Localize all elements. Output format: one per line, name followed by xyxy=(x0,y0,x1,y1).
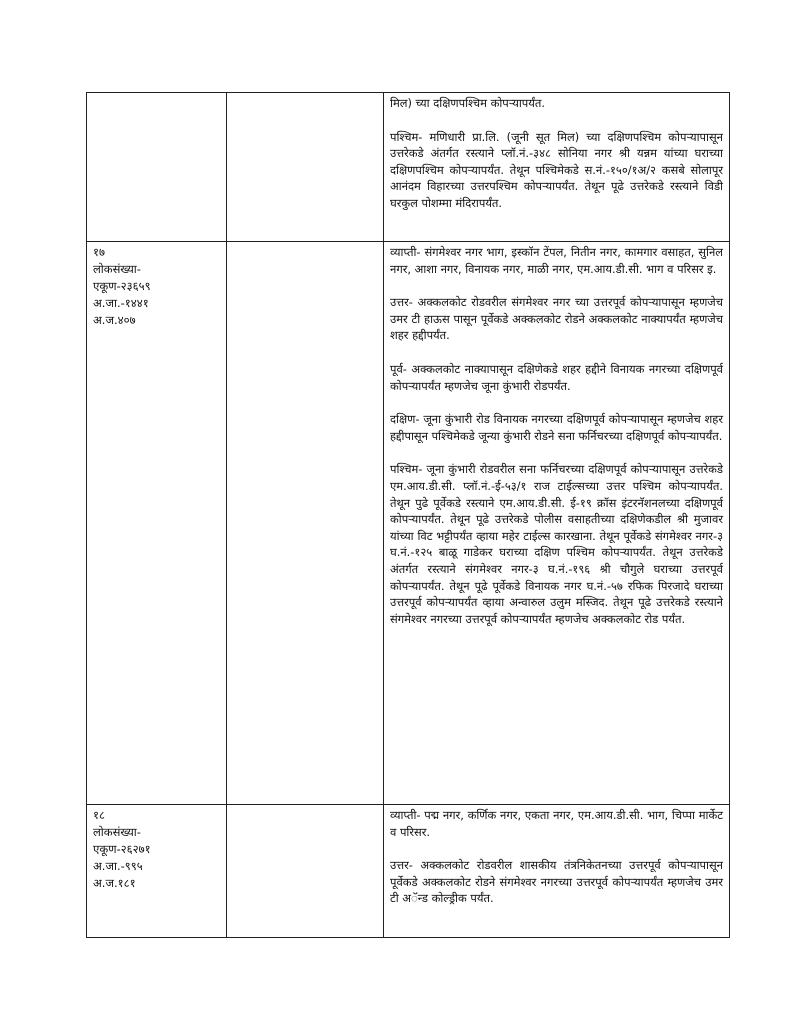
table-row xyxy=(87,242,730,805)
blank-cell xyxy=(227,93,384,242)
boundary-paragraph: व्याप्ती- संगमेश्वर नगर भाग, इस्कॉन टेंपल, नितीन नगर, कामगार वसाहत, सुनिल नगर, आशा नगर, विनायक नगर, माळी नगर, एम.आय.डी.सी. भाग व परिसर इ. xyxy=(390,245,723,276)
blank-cell xyxy=(227,805,384,938)
boundary-paragraph: उत्तर- अक्कलकोट रोडवरील शासकीय तंत्रनिकेतनच्या उत्तरपूर्व कोपऱ्यापासून पूर्वेकडे अक्कलकोट रोडने संगमेश्वर नगरच्या उत्तरपूर्व कोपऱ्यापर्यंत म्हणजेच उमर टी अॅन्ड कोल्ड्रीक पर्यंत. xyxy=(390,858,723,906)
ward-info-cell xyxy=(87,805,227,938)
table-row xyxy=(87,805,730,938)
ward-info-cell xyxy=(87,93,227,242)
population-sc: अ.जा.-९९५ xyxy=(93,859,143,873)
boundary-paragraph: पूर्व- अक्कलकोट नाक्यापासून दक्षिणेकडे शहर हद्दीने विनायक नगरच्या दक्षिणपूर्व कोपऱ्यापर्यंत म्हणजेच जूना कुंभारी रोडपर्यंत. xyxy=(390,361,723,393)
boundary-cell xyxy=(384,93,730,242)
table-row xyxy=(87,93,730,242)
ward-number: १७ xyxy=(93,245,105,259)
population-total: एकूण-२६२७१ xyxy=(93,842,151,856)
boundary-paragraph: पश्चिम- मणिधारी प्रा.लि. (जूनी सूत मिल) च्या दक्षिणपश्चिम कोपऱ्यापासून उत्तरेकडे अंतर्गत रस्त्याने प्लॉ.नं.-३४८ सोनिया नगर श्री यन्नम यांच्या घराच्या दक्षिणपश्चिम कोपऱ्यापर्यंत. तेथून पश्चिमेकडे स.नं.-१५०/१अ/२ कसबे सोलापूर आनंदम विहारच्या उत्तरपश्चिम कोपऱ्यापर्यंत. तेथून पूढे उत्तरेकडे रस्त्याने विडी घरकुल पोशम्मा मंदिरापर्यंत. xyxy=(390,129,723,210)
population-st: अ.ज.१८१ xyxy=(93,876,136,890)
ward-info-cell xyxy=(87,242,227,805)
boundary-cell xyxy=(384,242,730,805)
boundary-paragraph: दक्षिण- जूना कुंभारी रोड विनायक नगरच्या दक्षिणपूर्व कोपऱ्यापासून म्हणजेच शहर हद्दीपासून पश्चिमेकडे जून्या कुंभारी रोडने सना फर्निचरच्या दक्षिणपूर्व कोपऱ्यापर्यंत. xyxy=(390,412,723,443)
population-sc: अ.जा.-१४४१ xyxy=(93,296,149,310)
population-st: अ.ज.४०७ xyxy=(93,313,136,327)
population-label: लोकसंख्या- xyxy=(93,825,141,839)
population-total: एकूण-२३६५९ xyxy=(93,279,151,293)
boundary-paragraph: मिल) च्या दक्षिणपश्चिम कोपऱ्यापर्यंत. xyxy=(390,96,545,110)
boundary-paragraph: पश्चिम- जूना कुंभारी रोडवरील सना फर्निचरच्या दक्षिणपूर्व कोपऱ्यापासून उत्तरेकडे एम.आय.डी.सी. प्लॉ.नं.-ई-५३/१ राज टाईल्सच्या उत्तर पश्चिम कोपऱ्यापर्यंत. तेथून पुढे पूर्वेकडे रस्त्याने एम.आय.डी.सी. ई-१९ क्रॉस इंटरनॅशनलच्या दक्षिणपूर्व कोपऱ्यापर्यंत. तेथून पूढे उत्तरेकडे पोलीस वसाहतीच्या दक्षिणेकडील श्री मुजावर यांच्या विट भट्टीपर्यंत व्हाया महेर टाईल्स कारखाना. तेथून पूर्वेकडे संगमेश्वर नगर-३ घ.नं.-१२५ बाळू गाडेकर घराच्या दक्षिण पश्चिम कोपऱ्यापर्यंत. तेथून उत्तरेकडे अंतर्गत रस्त्याने संगमेश्वर नगर-३ घ.नं.-१९६ श्री चौगुले घराच्या उत्तरपूर्व कोपऱ्यापर्यंत. तेथून पूढे पूर्वेकडे विनायक नगर घ.नं.-५७ रफिक पिरजादे घराच्या उत्तरपूर्व कोपऱ्यापर्यंत व्हाया अन्वारुल उलुम मस्जिद. तेथून पूढे उत्तरेकडे रस्त्याने संगमेश्वर नगरच्या उत्तरपूर्व कोपऱ्यापर्यंत म्हणजेच अक्कलकोट रोड पर्यंत. xyxy=(390,462,723,626)
boundary-cell xyxy=(384,805,730,938)
blank-cell xyxy=(227,242,384,805)
ward-boundary-table xyxy=(86,92,730,938)
population-label: लोकसंख्या- xyxy=(93,262,141,276)
boundary-paragraph: व्याप्ती- पद्म नगर, कर्णिक नगर, एकता नगर, एम.आय.डी.सी. भाग, चिप्पा मार्केट व परिसर. xyxy=(390,808,723,839)
ward-number: १८ xyxy=(93,808,105,822)
boundary-paragraph: उत्तर- अक्कलकोट रोडवरील संगमेश्वर नगर च्या उत्तरपूर्व कोपऱ्यापासून म्हणजेच उमर टी हाऊस पासून पूर्वेकडे अक्कलकोट रोडने अक्कलकोट नाक्यापर्यंत म्हणजेच शहर हद्दीपर्यंत. xyxy=(390,295,723,343)
